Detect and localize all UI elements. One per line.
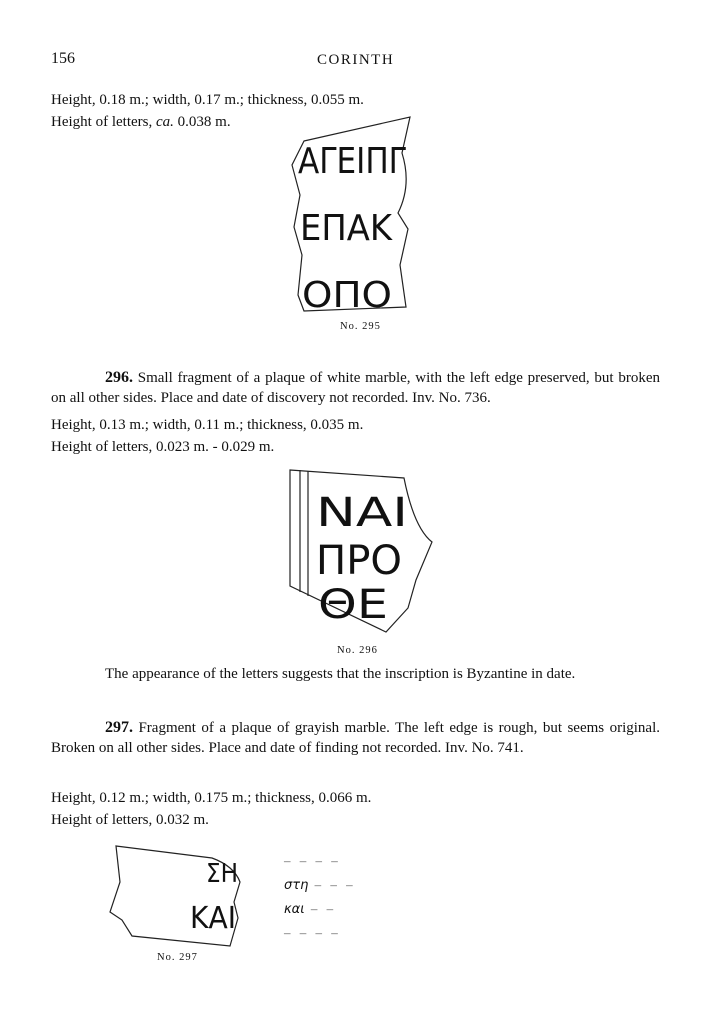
entry-297-letter-height: Height of letters, 0.032 m. bbox=[51, 812, 209, 828]
fragment-297-line-2: ΚΑΙ bbox=[190, 901, 236, 936]
reconstruction-dash-line-2: – – – – bbox=[284, 925, 341, 940]
entry-296-letter-height: Height of letters, 0.023 m. - 0.029 m. bbox=[51, 439, 275, 455]
caption-297: No. 297 bbox=[157, 952, 198, 963]
fragment-295-drawing bbox=[290, 115, 420, 315]
entry-295-letter-height: Height of letters, ca. 0.038 m. bbox=[51, 114, 231, 130]
caption-295: No. 295 bbox=[340, 321, 381, 332]
fragment-296-line-3: ΘΕ bbox=[318, 582, 388, 628]
fragment-295-line-3: ΟΠΟ bbox=[302, 275, 392, 316]
entry-296-description: 296. Small fragment of a plaque of white marble, with the left edge preserved, but broken on all other sides. Place and date of discovery not recorded. Inv. No. 736. bbox=[51, 369, 660, 406]
reconstruction-dash-line-1: – – – – bbox=[284, 853, 341, 868]
fragment-295-line-2: ΕΠΑΚ bbox=[300, 208, 394, 249]
entry-295-dimensions: Height, 0.18 m.; width, 0.17 m.; thickness, 0.055 m. bbox=[51, 92, 364, 108]
fragment-297-drawing bbox=[108, 842, 268, 950]
entry-296-dimensions: Height, 0.13 m.; width, 0.11 m.; thickness, 0.035 m. bbox=[51, 417, 364, 433]
entry-297-description: 297. Fragment of a plaque of grayish marble. The left edge is rough, but seems original. Broken on all other sides. Place and date of finding not recorded. Inv. No. 741. bbox=[51, 719, 660, 756]
page-number: 156 bbox=[51, 50, 75, 67]
fragment-296-line-2: ΠΡΟ bbox=[316, 538, 402, 584]
fragment-297-line-1: ΣΗ bbox=[206, 859, 238, 889]
reconstruction-line-1: στη – – – bbox=[284, 877, 356, 893]
fragment-296-drawing bbox=[286, 468, 436, 638]
entry-297-dimensions: Height, 0.12 m.; width, 0.175 m.; thickness, 0.066 m. bbox=[51, 790, 372, 806]
running-title: CORINTH bbox=[317, 52, 395, 68]
entry-296-comment: The appearance of the letters suggests that the inscription is Byzantine in date. bbox=[105, 666, 576, 682]
reconstruction-line-2: και – – bbox=[284, 901, 337, 917]
caption-296: No. 296 bbox=[337, 645, 378, 656]
fragment-295-line-1: ΑΓΕΙΠΓ bbox=[298, 141, 406, 182]
fragment-296-line-1: ΝΑΙ bbox=[316, 490, 408, 536]
